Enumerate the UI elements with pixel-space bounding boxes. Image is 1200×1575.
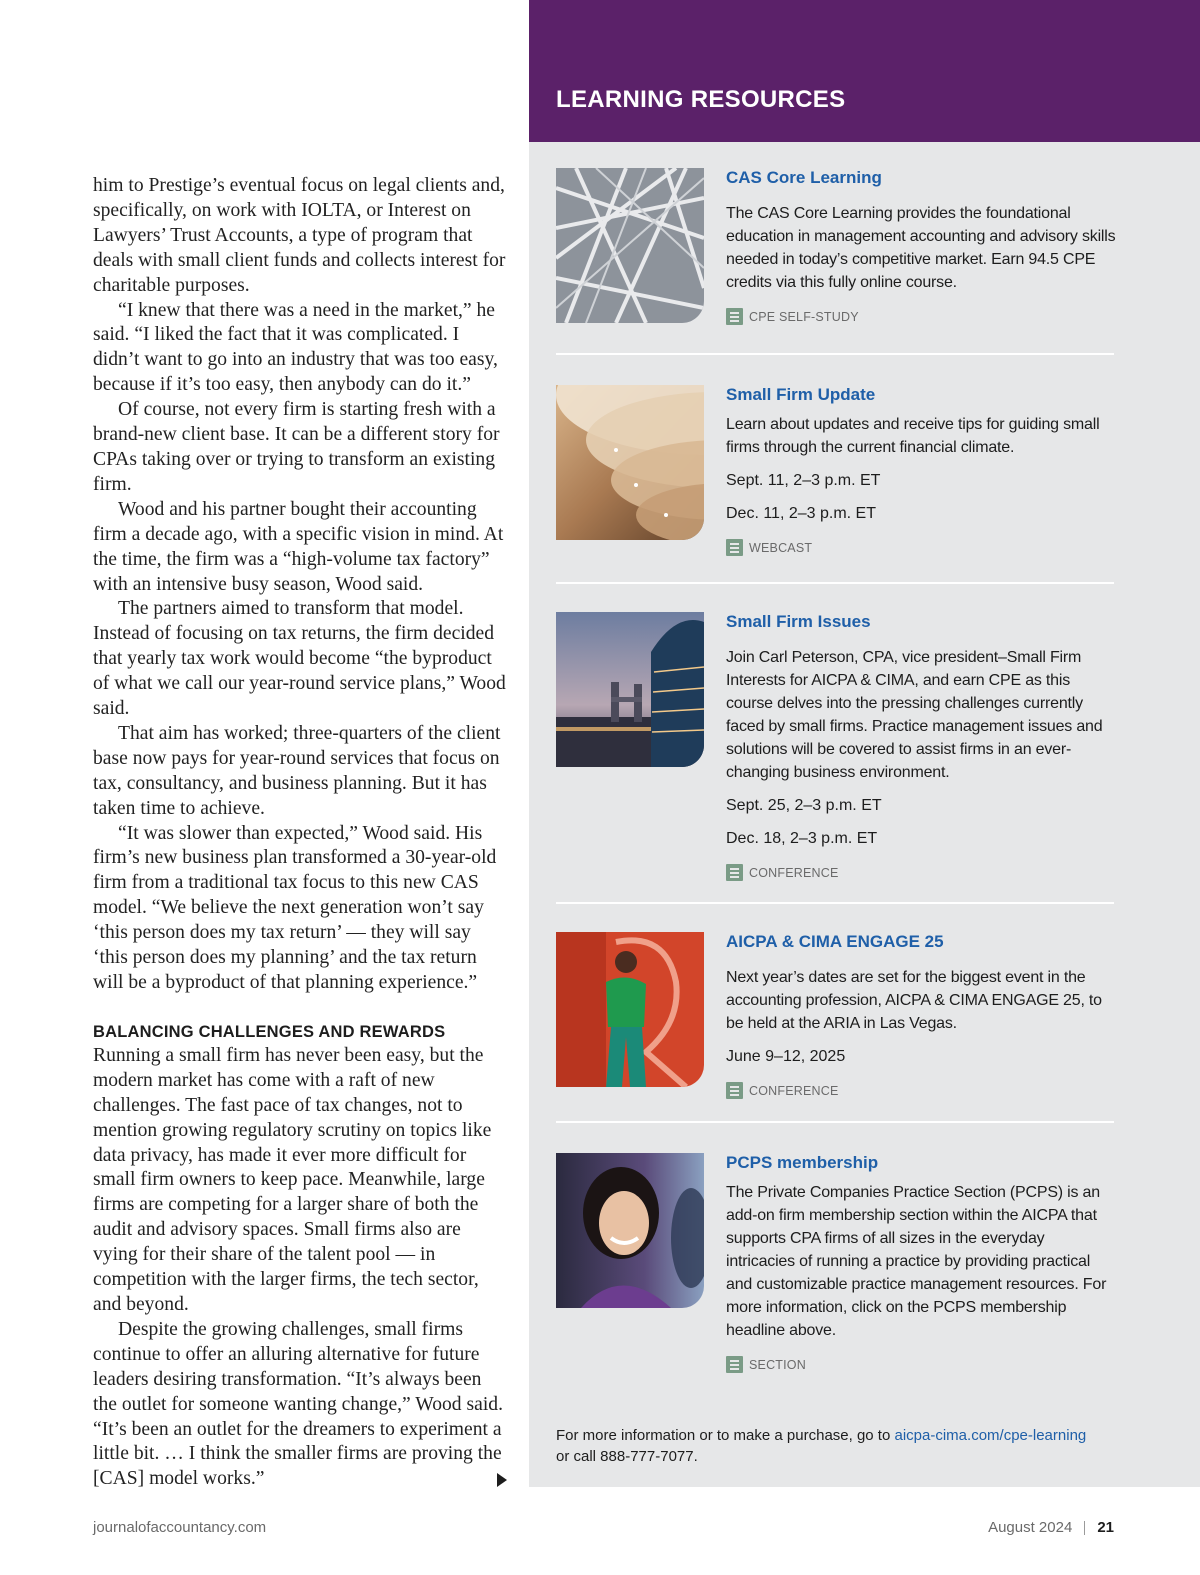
resource-thumbnail bbox=[556, 612, 704, 767]
smiling-woman-photo bbox=[556, 1153, 704, 1308]
sidebar-title: LEARNING RESOURCES bbox=[556, 86, 846, 113]
document-icon bbox=[726, 308, 743, 325]
document-icon bbox=[726, 1082, 743, 1099]
footer-phone: or call 888-777-7077. bbox=[556, 1448, 698, 1465]
resource-tag-label: CPE SELF-STUDY bbox=[749, 309, 859, 324]
resource-tag bbox=[726, 864, 1116, 881]
divider bbox=[556, 1121, 1114, 1123]
resource-description: Join Carl Peterson, CPA, vice president–Small Firm Interests for AICPA & CIMA, and earn CPE as this course delves into the pressing challenges currently faced by small firms. Practice management issues and solutions will be covered to assist firms in an ever-changing business environment. bbox=[726, 649, 1103, 781]
issue-footer bbox=[988, 1519, 1114, 1536]
resource-tag bbox=[726, 1356, 1116, 1373]
resource-tag bbox=[726, 539, 1116, 556]
steel-lattice-roof-photo bbox=[556, 168, 704, 323]
resource-tag-label: SECTION bbox=[749, 1357, 806, 1372]
resource-tag-label: CONFERENCE bbox=[749, 1083, 839, 1098]
spiral-atrium-photo bbox=[556, 385, 704, 540]
cpe-learning-link[interactable]: aicpa-cima.com/cpe-learning bbox=[894, 1427, 1087, 1444]
london-skyline-photo bbox=[556, 612, 704, 767]
resource-title-link[interactable]: AICPA & CIMA ENGAGE 25 bbox=[726, 932, 944, 951]
document-icon bbox=[726, 539, 743, 556]
divider bbox=[556, 353, 1114, 355]
resource-description: Next year’s dates are set for the biggest event in the accounting profession, AICPA & CIMA ENGAGE 25, to be held at the ARIA in Las Vegas. bbox=[726, 969, 1102, 1032]
resource-date: June 9–12, 2025 bbox=[726, 1048, 846, 1065]
resource-body bbox=[726, 612, 1116, 881]
resource-body bbox=[726, 385, 1116, 556]
resource-description: The CAS Core Learning provides the foundational education in management accounting and advisory skills needed in today’s competitive market. Earn 94.5 CPE credits via this fully online course. bbox=[726, 205, 1116, 291]
resource-title-link[interactable]: PCPS membership bbox=[726, 1153, 879, 1172]
issue-date: August 2024 bbox=[988, 1519, 1073, 1536]
woman-green-sweater-photo bbox=[556, 932, 704, 1087]
article-paragraph: The partners aimed to transform that model. Instead of focusing on tax returns, the firm decided that yearly tax work would become “the byproduct of what we call our year-round service plans,” Wood said. bbox=[93, 598, 506, 720]
resource-title-link[interactable]: CAS Core Learning bbox=[726, 168, 882, 187]
resource-thumbnail bbox=[556, 385, 704, 540]
resource-date: Sept. 11, 2–3 p.m. ET bbox=[726, 472, 881, 489]
continue-arrow-icon bbox=[497, 1473, 507, 1487]
article-paragraph: “It was slower than expected,” Wood said. His firm’s new business plan transformed a 30-year-old firm from a traditional tax focus to this new CAS model. “We believe the next generation won’t say ‘this person does my tax return’ — they will say ‘this person does my planning’ and the tax return will be a byproduct of that planning experience.” bbox=[93, 822, 497, 993]
resource-tag-label: WEBCAST bbox=[749, 540, 813, 555]
article-paragraph: Of course, not every firm is starting fresh with a brand-new client base. It can be a different story for CPAs taking over or trying to transform an existing firm. bbox=[93, 399, 500, 495]
resource-tag bbox=[726, 308, 1116, 325]
footer-separator bbox=[1084, 1521, 1085, 1535]
resource-body bbox=[726, 168, 1116, 325]
resource-tag bbox=[726, 1082, 1116, 1099]
resource-date: Dec. 11, 2–3 p.m. ET bbox=[726, 505, 876, 522]
page-number: 21 bbox=[1097, 1519, 1114, 1536]
article-paragraph: Wood and his partner bought their accounting firm a decade ago, with a specific vision in mind. At the time, the firm was a “high-volume tax factory” with an intensive busy season, Wood said. bbox=[93, 498, 504, 595]
document-icon bbox=[726, 1356, 743, 1373]
resource-description: The Private Companies Practice Section (PCPS) is an add-on firm membership section within the AICPA that supports CPA firms of all sizes in the everyday intricacies of running a practice by providing practical and customizable practice management resources. For more information, click on the PCPS membership headline above. bbox=[726, 1184, 1107, 1339]
resource-tag-label: CONFERENCE bbox=[749, 865, 839, 880]
sidebar-header bbox=[529, 0, 1200, 142]
resource-date: Dec. 18, 2–3 p.m. ET bbox=[726, 830, 878, 847]
website-footer: journalofaccountancy.com bbox=[93, 1519, 267, 1536]
resource-body bbox=[726, 1153, 1116, 1373]
resource-thumbnail bbox=[556, 168, 704, 323]
divider bbox=[556, 902, 1114, 904]
resource-thumbnail bbox=[556, 1153, 704, 1308]
resource-body bbox=[726, 932, 1116, 1099]
resource-thumbnail bbox=[556, 932, 704, 1087]
resource-title-link[interactable]: Small Firm Update bbox=[726, 385, 876, 404]
article-column bbox=[93, 174, 508, 1492]
sidebar-footer-info bbox=[556, 1425, 1156, 1467]
document-icon bbox=[726, 864, 743, 881]
divider bbox=[556, 582, 1114, 584]
article-paragraph: “I knew that there was a need in the market,” he said. “I liked the fact that it was complicated. I didn’t want to go into an industry that was too easy, because if it’s too easy, then anybody can do it.” bbox=[93, 299, 498, 396]
footer-text: For more information or to make a purchase, go to bbox=[556, 1427, 891, 1444]
article-paragraph: That aim has worked; three-quarters of the client base now pays for year-round services that focus on tax, consultancy, and business planning. But it has taken time to achieve. bbox=[93, 722, 501, 819]
article-paragraph: Despite the growing challenges, small firms continue to offer an alluring alternative for future leaders desiring transformation. “It’s always been the outlet for someone wanting change,” Wood said. “It’s been an outlet for the dreamers to experiment a little bit. … I think the smaller firms are proving the [CAS] model works.” bbox=[93, 1318, 503, 1490]
resource-description: Learn about updates and receive tips for guiding small firms through the current financial climate. bbox=[726, 416, 1100, 456]
article-paragraph: Running a small firm has never been easy, but the modern market has come with a raft of new challenges. The fast pace of tax changes, not to mention growing regulatory scrutiny on topics like data privacy, has made it ever more difficult for small firm owners to keep pace. Meanwhile, large firms are competing for a larger share of both the audit and advisory spaces. Small firms also are vying for their share of the talent pool — in competition with the larger firms, the tech sector, and beyond. bbox=[93, 1044, 492, 1315]
article-paragraph: him to Prestige’s eventual focus on legal clients and, specifically, on work with IOLTA, or Interest on Lawyers’ Trust Accounts, a type of program that deals with small client funds and collects interest for charitable purposes. bbox=[93, 175, 506, 296]
learning-resources-sidebar bbox=[529, 0, 1200, 1487]
section-heading: BALANCING CHALLENGES AND REWARDS bbox=[93, 1022, 446, 1041]
resource-title-link[interactable]: Small Firm Issues bbox=[726, 612, 871, 631]
resource-date: Sept. 25, 2–3 p.m. ET bbox=[726, 797, 882, 814]
